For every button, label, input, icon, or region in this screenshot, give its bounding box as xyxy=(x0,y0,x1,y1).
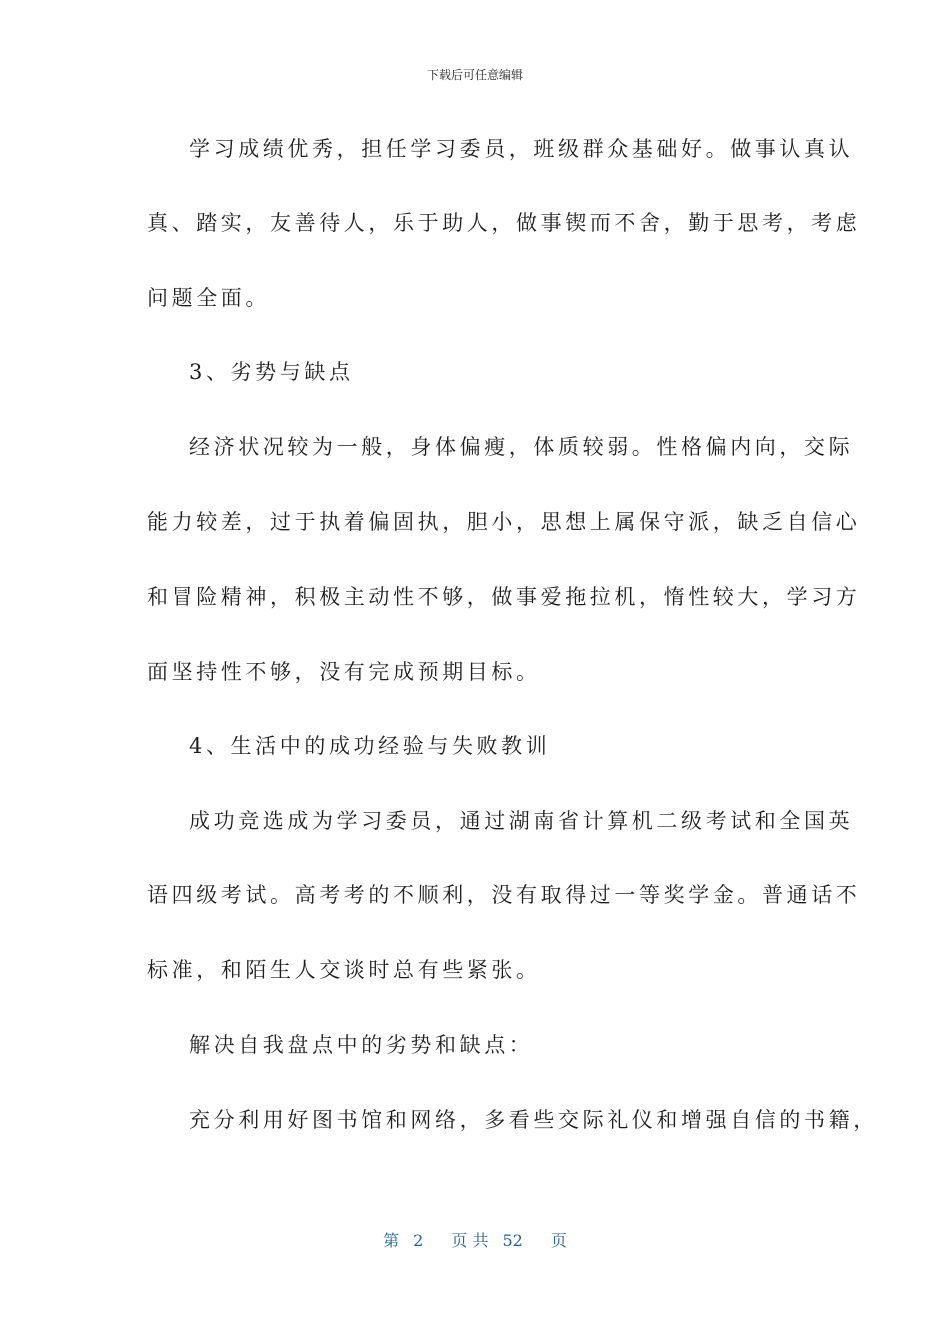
page-label-mid: 页 共 xyxy=(451,1231,489,1250)
paragraph-line: 充分利用好图书馆和网络，多看些交际礼仪和增强自信的书籍， xyxy=(189,1108,878,1132)
paragraph-line: 面坚持性不够，没有完成预期目标。 xyxy=(147,660,541,684)
section-heading: 4、生活中的成功经验与失败教训 xyxy=(189,734,551,758)
paragraph-line: 语四级考试。高考考的不顺利，没有取得过一等奖学金。普通话不 xyxy=(147,883,861,907)
current-page-number: 2 xyxy=(413,1231,424,1250)
paragraph-line: 学习成绩优秀，担任学习委员，班级群众基础好。做事认真认 xyxy=(189,137,854,161)
paragraph-line: 成功竞选成为学习委员，通过湖南省计算机二级考试和全国英 xyxy=(189,809,854,833)
page-label-prefix: 第 xyxy=(383,1231,400,1250)
page-footer xyxy=(0,1228,950,1251)
paragraph-line: 和冒险精神，积极主动性不够，做事爱拖拉机，惰性较大，学习方 xyxy=(147,585,861,609)
total-pages-number: 52 xyxy=(502,1231,523,1250)
paragraph-line: 标准，和陌生人交谈时总有些紧张。 xyxy=(147,958,541,982)
page-header: 下载后可任意编辑 xyxy=(426,68,523,82)
page-label-suffix: 页 xyxy=(550,1231,567,1250)
paragraph-line: 问题全面。 xyxy=(147,286,270,310)
paragraph-line: 能力较差，过于执着偏固执，胆小，思想上属保守派，缺乏自信心 xyxy=(147,510,861,534)
paragraph-line: 真、踏实，友善待人，乐于助人，做事锲而不舍，勤于思考，考虑 xyxy=(147,211,861,235)
paragraph-line: 解决自我盘点中的劣势和缺点： xyxy=(189,1033,534,1057)
section-heading: 3、劣势与缺点 xyxy=(189,360,354,384)
paragraph-line: 经济状况较为一般，身体偏瘦，体质较弱。性格偏内向，交际 xyxy=(189,435,854,459)
